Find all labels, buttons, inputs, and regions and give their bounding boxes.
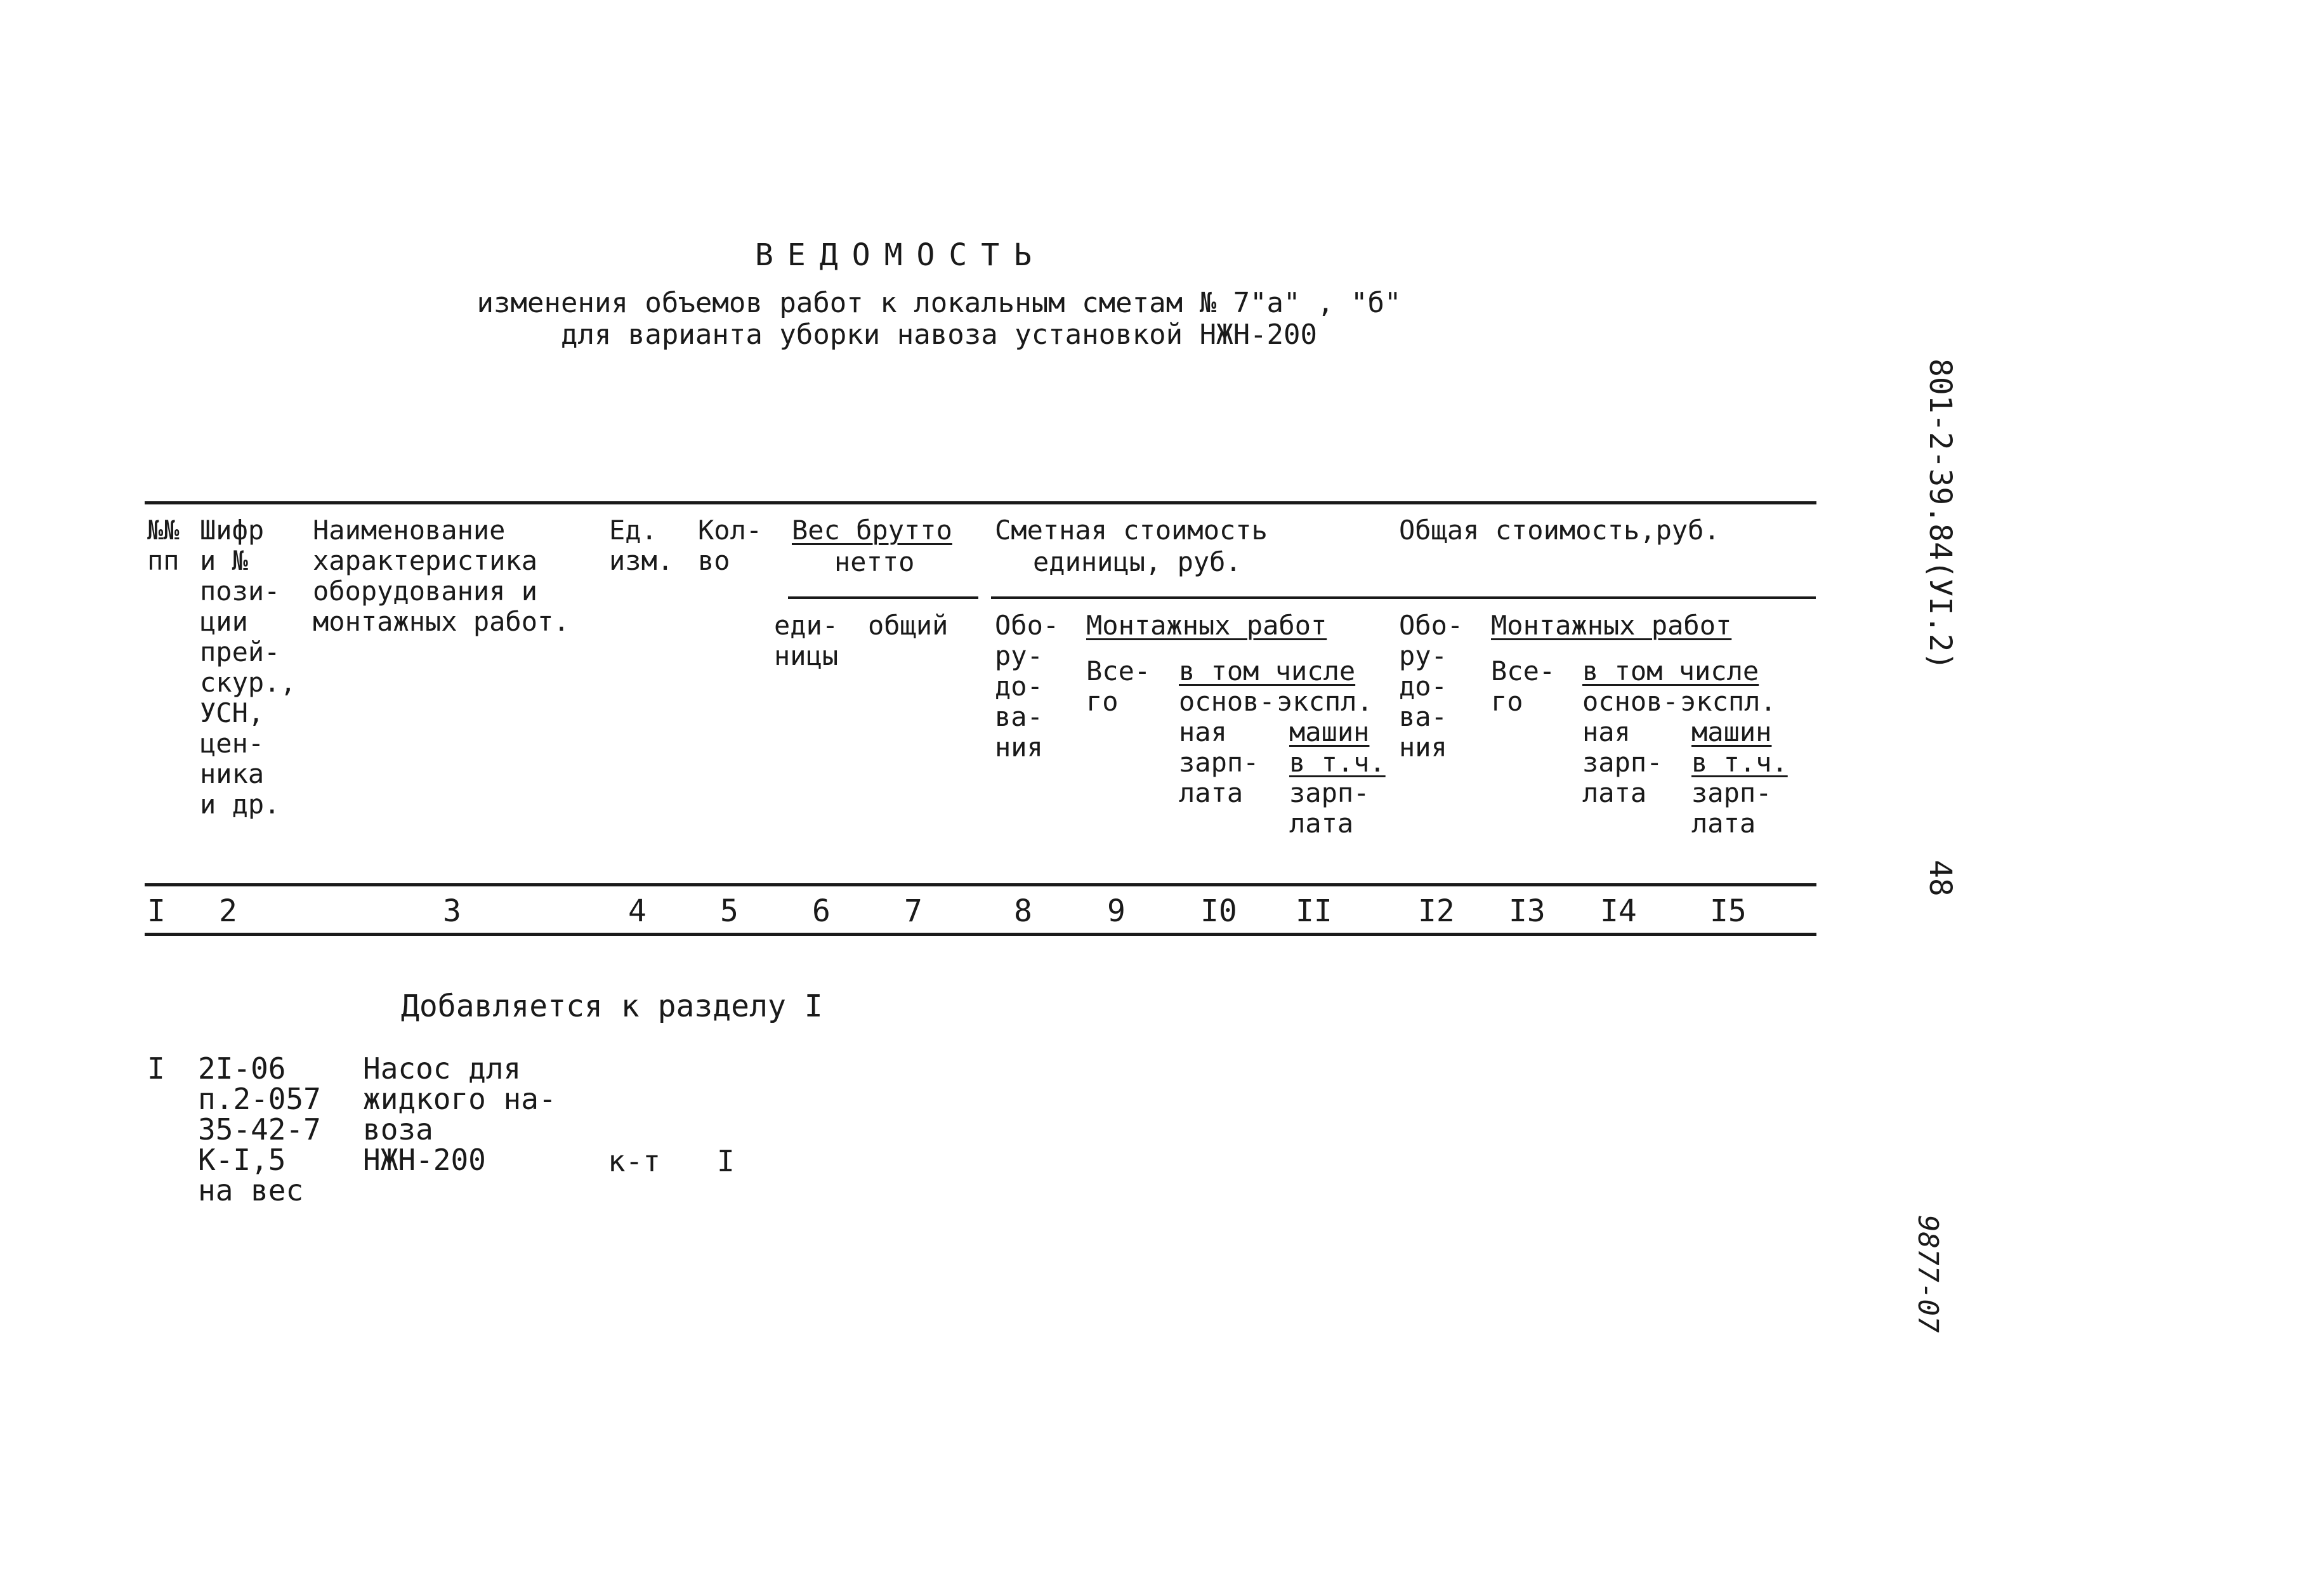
section-title: Добавляется к разделу I [401,989,823,1024]
header-col-machine-unit-salary: зарп- лата [1289,777,1370,839]
header-col-salary-unit-top: основ- [1179,686,1275,717]
header-col-salary-total: ная зарп- лата [1582,716,1663,808]
colnum-11: II [1296,893,1332,929]
header-col-num: №№ пп [147,515,180,576]
row-num: I [147,1051,165,1086]
row-code: 2I-06 п.2-057 35-42-7 К-I,5 на вес [198,1051,321,1207]
header-incl-unit: в том числе [1179,655,1356,687]
header-col-qty: Кол- во [698,515,763,576]
colnum-7: 7 [904,893,922,929]
document-subtitle-line2: для варианта уборки навоза установкой НЖН-200 [560,319,1318,351]
colnum-15: I5 [1710,893,1747,929]
colnum-8: 8 [1014,893,1032,929]
subheader-rule-costs [991,596,1816,599]
page-number: 48 [1922,860,1958,897]
header-col-salary-unit: ная зарп- лата [1179,716,1259,808]
header-col-machine-total-incl: в т.ч. [1691,747,1788,778]
header-col-machine-unit-mid: машин [1289,716,1370,747]
colnums-bottom-rule [145,933,1816,936]
header-col-salary-total-top: основ- [1582,686,1679,717]
colnum-12: I2 [1418,893,1455,929]
header-col-unit: Ед. изм. [609,515,674,576]
header-col-machine-unit-incl: в т.ч. [1289,747,1386,778]
header-incl-total: в том числе [1582,655,1759,687]
row-unit: к-т [608,1144,661,1178]
colnum-5: 5 [720,893,739,929]
header-col-weight-unit: еди- ницы [774,610,839,671]
header-bottom-rule [145,883,1816,886]
document-subtitle-line1: изменения объемов работ к локальным сметам № 7"а" , "б" [476,287,1402,319]
header-unit-cost-sub: единицы, руб. [1033,546,1242,577]
document-code: 801-2-39.84(УI.2) [1922,358,1958,671]
colnum-13: I3 [1509,893,1546,929]
document-title: ВЕДОМОСТЬ [755,237,1046,273]
colnum-9: 9 [1107,893,1126,929]
header-col-weight-total: общий [868,610,949,641]
header-col-mount-total-total: Все- го [1491,655,1556,717]
colnum-1: I [147,893,166,929]
header-mount-total: Монтажных работ [1491,610,1732,641]
header-col-machine-unit-top: экспл. [1277,686,1373,717]
header-mount-unit: Монтажных работ [1086,610,1327,641]
header-col-machine-total-top: экспл. [1680,686,1776,717]
colnum-14: I4 [1600,893,1637,929]
table-top-rule [145,501,1816,504]
header-col-equipment-total: Обо- ру- до- ва- ния [1399,610,1464,763]
colnum-4: 4 [628,893,647,929]
side-stamp: 9877-07 [1912,1215,1944,1333]
header-col-mount-unit-total: Все- го [1086,655,1151,717]
header-col-machine-total-mid: машин [1691,716,1772,747]
header-col-code: Шифр и № пози- ции прей- скур., УСН, цен- ника и др. [200,515,296,820]
row-name: Насос для жидкого на- воза НЖН-200 [363,1051,556,1177]
subheader-rule-weight [788,596,978,599]
header-col-equipment-unit: Обо- ру- до- ва- ния [995,610,1060,763]
colnum-10: I0 [1200,893,1237,929]
header-unit-cost: Сметная стоимость [995,515,1268,546]
header-col-machine-total-salary: зарп- лата [1691,777,1772,839]
header-weight-gross: Вес брутто [792,515,952,546]
row-qty: I [717,1144,735,1178]
header-col-name: Наименование характеристика оборудования и монтажных работ. [313,515,570,637]
colnum-6: 6 [812,893,830,929]
colnum-3: 3 [443,893,461,929]
header-weight-net: нетто [834,546,915,577]
colnum-2: 2 [219,893,237,929]
header-total-cost: Общая стоимость,руб. [1399,515,1720,546]
